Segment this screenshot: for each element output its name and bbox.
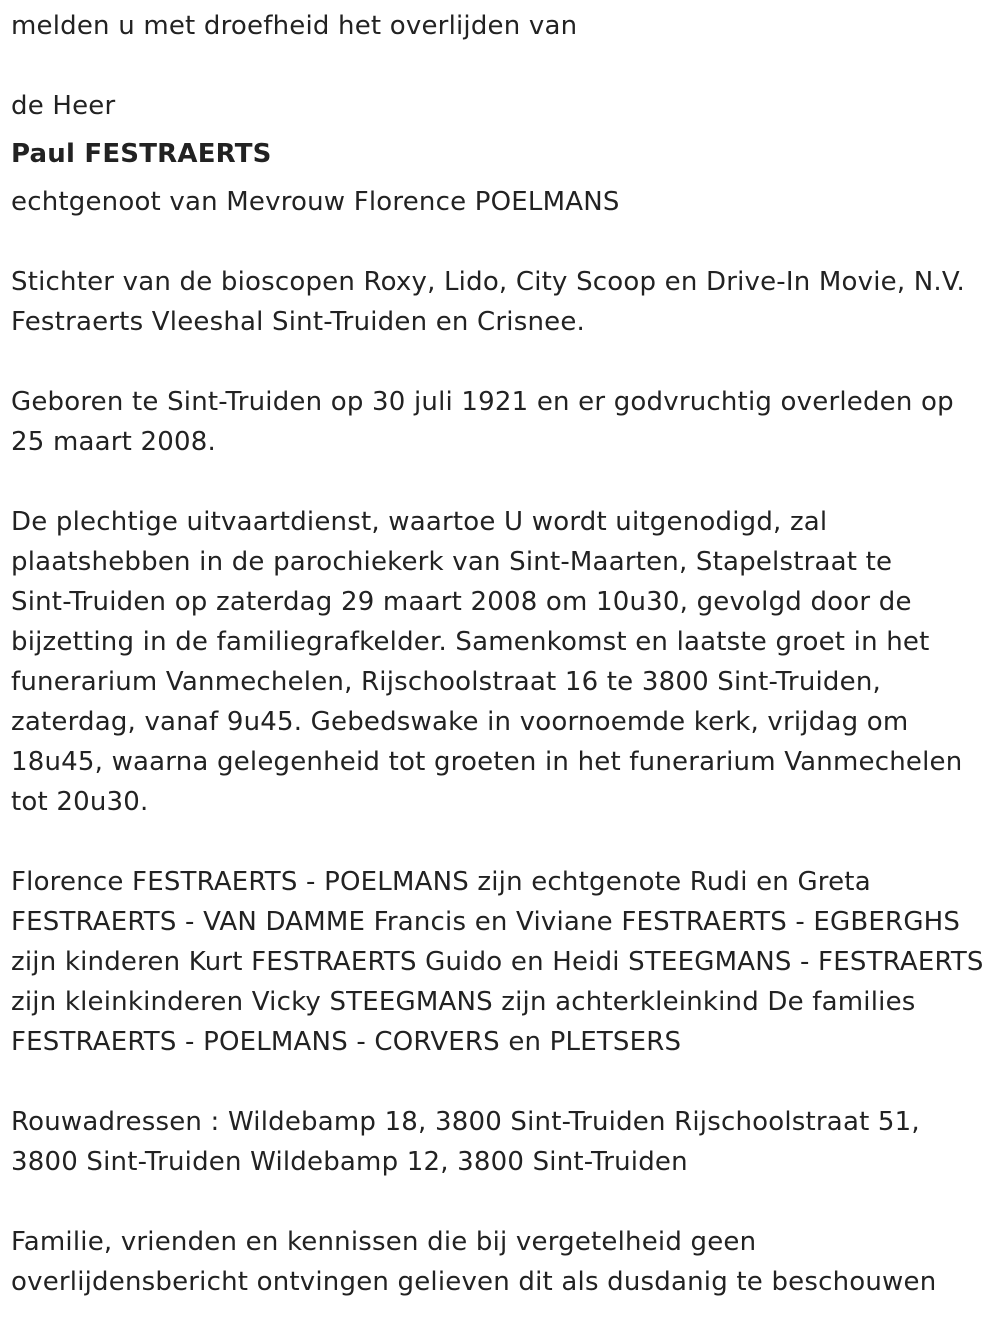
closing-line: overlijdensbericht ontvingen gelieven dit als dusdanig te beschouwen bbox=[11, 1267, 937, 1297]
service-line: De plechtige uitvaartdienst, waartoe U wordt uitgenodigd, zal bbox=[11, 507, 828, 537]
family-line: FESTRAERTS - POELMANS - CORVERS en PLETSERS bbox=[11, 1027, 682, 1057]
family-line: FESTRAERTS - VAN DAMME Francis en Viviane FESTRAERTS - EGBERGHS bbox=[11, 907, 961, 937]
closing-paragraph bbox=[11, 1222, 990, 1302]
birth-line: Geboren te Sint-Truiden op 30 juli 1921 en er godvruchtig overleden op bbox=[11, 387, 954, 417]
family-paragraph bbox=[11, 862, 990, 1062]
service-line: funerarium Vanmechelen, Rijschoolstraat 16 te 3800 Sint-Truiden, bbox=[11, 667, 881, 697]
birth-line: 25 maart 2008. bbox=[11, 427, 216, 457]
closing-line: Familie, vrienden en kennissen die bij vergetelheid geen bbox=[11, 1227, 757, 1257]
founder-paragraph bbox=[11, 262, 990, 342]
address-line: 3800 Sint-Truiden Wildebamp 12, 3800 Sint-Truiden bbox=[11, 1147, 688, 1177]
service-line: 18u45, waarna gelegenheid tot groeten in het funerarium Vanmechelen bbox=[11, 747, 963, 777]
spouse-line: echtgenoot van Mevrouw Florence POELMANS bbox=[11, 187, 620, 217]
service-line: bijzetting in de familiegrafkelder. Samenkomst en laatste groet in het bbox=[11, 627, 930, 657]
family-line: zijn kleinkinderen Vicky STEEGMANS zijn achterkleinkind De families bbox=[11, 987, 916, 1017]
birth-paragraph bbox=[11, 382, 990, 462]
deceased-name: Paul FESTRAERTS bbox=[11, 139, 272, 169]
service-line: tot 20u30. bbox=[11, 787, 149, 817]
honorific: de Heer bbox=[11, 91, 116, 121]
address-line: Rouwadressen : Wildebamp 18, 3800 Sint-Truiden Rijschoolstraat 51, bbox=[11, 1107, 920, 1137]
service-line: Sint-Truiden op zaterdag 29 maart 2008 om 10u30, gevolgd door de bbox=[11, 587, 912, 617]
family-line: Florence FESTRAERTS - POELMANS zijn echtgenote Rudi en Greta bbox=[11, 867, 871, 897]
intro-text: melden u met droefheid het overlijden van bbox=[11, 11, 578, 41]
service-paragraph bbox=[11, 502, 990, 822]
address-paragraph bbox=[11, 1102, 990, 1182]
founder-line: Stichter van de bioscopen Roxy, Lido, City Scoop en Drive-In Movie, N.V. bbox=[11, 267, 965, 297]
family-line: zijn kinderen Kurt FESTRAERTS Guido en Heidi STEEGMANS - FESTRAERTS bbox=[11, 947, 984, 977]
service-line: plaatshebben in de parochiekerk van Sint-Maarten, Stapelstraat te bbox=[11, 547, 893, 577]
service-line: zaterdag, vanaf 9u45. Gebedswake in voornoemde kerk, vrijdag om bbox=[11, 707, 909, 737]
founder-line: Festraerts Vleeshal Sint-Truiden en Crisnee. bbox=[11, 307, 586, 337]
